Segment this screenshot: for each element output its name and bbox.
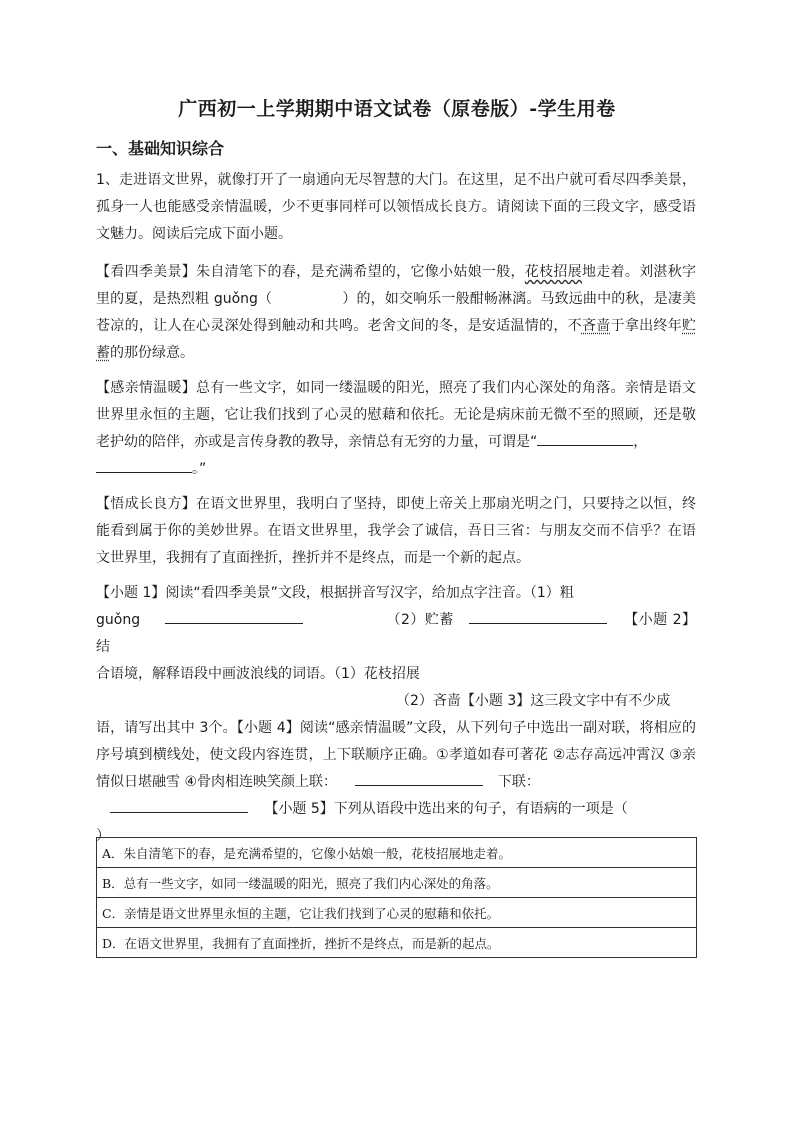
passage-seasons-text: 的那份绿意。: [110, 345, 194, 361]
option-a[interactable]: A．朱自清笔下的春，是充满希望的，它像小姑娘一般，花枝招展地走着。: [97, 838, 697, 868]
answer-paren: ）: [96, 828, 110, 844]
pinyin-label: guǒng: [96, 612, 141, 628]
section-heading: 一、基础知识综合: [96, 139, 225, 158]
question-1-part-2: （2）贮蓄: [386, 612, 454, 628]
passage-growth: 【悟成长良方】在语文世界里，我明白了坚持，即使上帝关上那扇光明之门，只要持之以恒，终能看到属于你的美妙世界。在语文世界里，我学会了诚信，吾日三省：与朋友交而不信乎？在语文世界里，我拥有了直面挫折，挫折并不是终点，而是一个新的起点。: [96, 496, 696, 566]
intro-paragraph: 1、走进语文世界，就像打开了一扇通向无尽智慧的大门。在这里，足不出户就可看尽四季美景，孤身一人也能感受亲情温暖，少不更事同样可以领悟成长良方。请阅读下面的三段文字，感受语文魅力。阅读后完成下面小题。: [96, 172, 696, 242]
couplet-blank-upper[interactable]: [537, 431, 633, 446]
question-2-part-2: （2）吝啬: [396, 693, 461, 709]
passage-seasons-text: ）的，如交响乐一般酣畅淋漓。马致远曲中的秋，是凄美苍凉的，让人在心灵深处得到触动和共鸣。老舍文间的冬，是安适温情的，不: [96, 291, 696, 334]
passage-seasons: [96, 259, 696, 367]
passage-seasons-text: 【看四季美景】朱自清笔下的春，是充满希望的，它像小姑娘一般，: [96, 264, 525, 280]
wavy-underlined-word: 花枝招展: [524, 264, 582, 280]
dotted-word: 贮蓄: [96, 318, 697, 361]
closing-quote: 。”: [192, 461, 207, 477]
question-1: 【小题 1】阅读“看四季美景”文段，根据拼音写汉字，给加点字注音。（1）粗: [96, 585, 574, 601]
option-b[interactable]: B．总有一些文字，如同一缕温暖的阳光，照亮了我们内心深处的角落。: [97, 868, 697, 898]
option-d[interactable]: D．在语文世界里，我拥有了直面挫折，挫折不是终点，而是新的起点。: [97, 928, 697, 958]
passage-seasons-text: 于拿出终年: [610, 318, 683, 334]
answer-blank-2[interactable]: [469, 609, 607, 624]
question-3: 【小题 3】这三段文字中有不少成: [460, 693, 671, 709]
question-3-4-text: 语，请写出其中 3个。【小题 4】阅读“感亲情温暖”文段，从下列句子中选出一副对联，将相应的序号填到横线处，使文段内容连贯，上下联顺序正确。①孝道如春可著花 ②志存高远冲霄汉 ③亲情似日堪融雪 ④骨肉相连映笑颜上联：: [96, 720, 696, 790]
answer-blank-1[interactable]: [165, 609, 303, 624]
couplet-blank-lower[interactable]: [96, 458, 192, 473]
passage-family: [96, 375, 696, 483]
dotted-word: 吝啬: [581, 318, 611, 334]
questions-block: [96, 580, 696, 850]
question-2-text: 合语境，解释语段中画波浪线的词语。（1）花枝招展: [96, 666, 420, 682]
question-5: 【小题 5】下列从语段中选出来的句子，有语病的一项是（: [264, 801, 628, 817]
lower-couplet-label: 下联：: [497, 774, 540, 790]
comma: ，: [633, 434, 648, 450]
page-title: 广西初一上学期期中语文试卷（原卷版）-学生用卷: [178, 98, 616, 120]
lower-couplet-blank[interactable]: [110, 798, 248, 813]
passage-family-text: 【感亲情温暖】总有一些文字，如同一缕温暖的阳光，照亮了我们内心深处的角落。亲情是语文世界里永恒的主题，它让我们找到了心灵的慰藉和依托。无论是病床前无微不至的照顾，还是敬老护幼的陪伴，亦或是言传身教的教导，亲情总有无穷的力量，可谓是“: [96, 380, 696, 450]
option-c[interactable]: C．亲情是语文世界里永恒的主题，它让我们找到了心灵的慰藉和依托。: [97, 898, 697, 928]
question-2: 【小题 2】结: [96, 612, 697, 655]
options-table: [96, 837, 697, 958]
passage-seasons-text: 地走着。刘湛秋字里的夏，是热烈粗 guǒng（: [96, 264, 697, 307]
upper-couplet-blank[interactable]: [355, 771, 483, 786]
